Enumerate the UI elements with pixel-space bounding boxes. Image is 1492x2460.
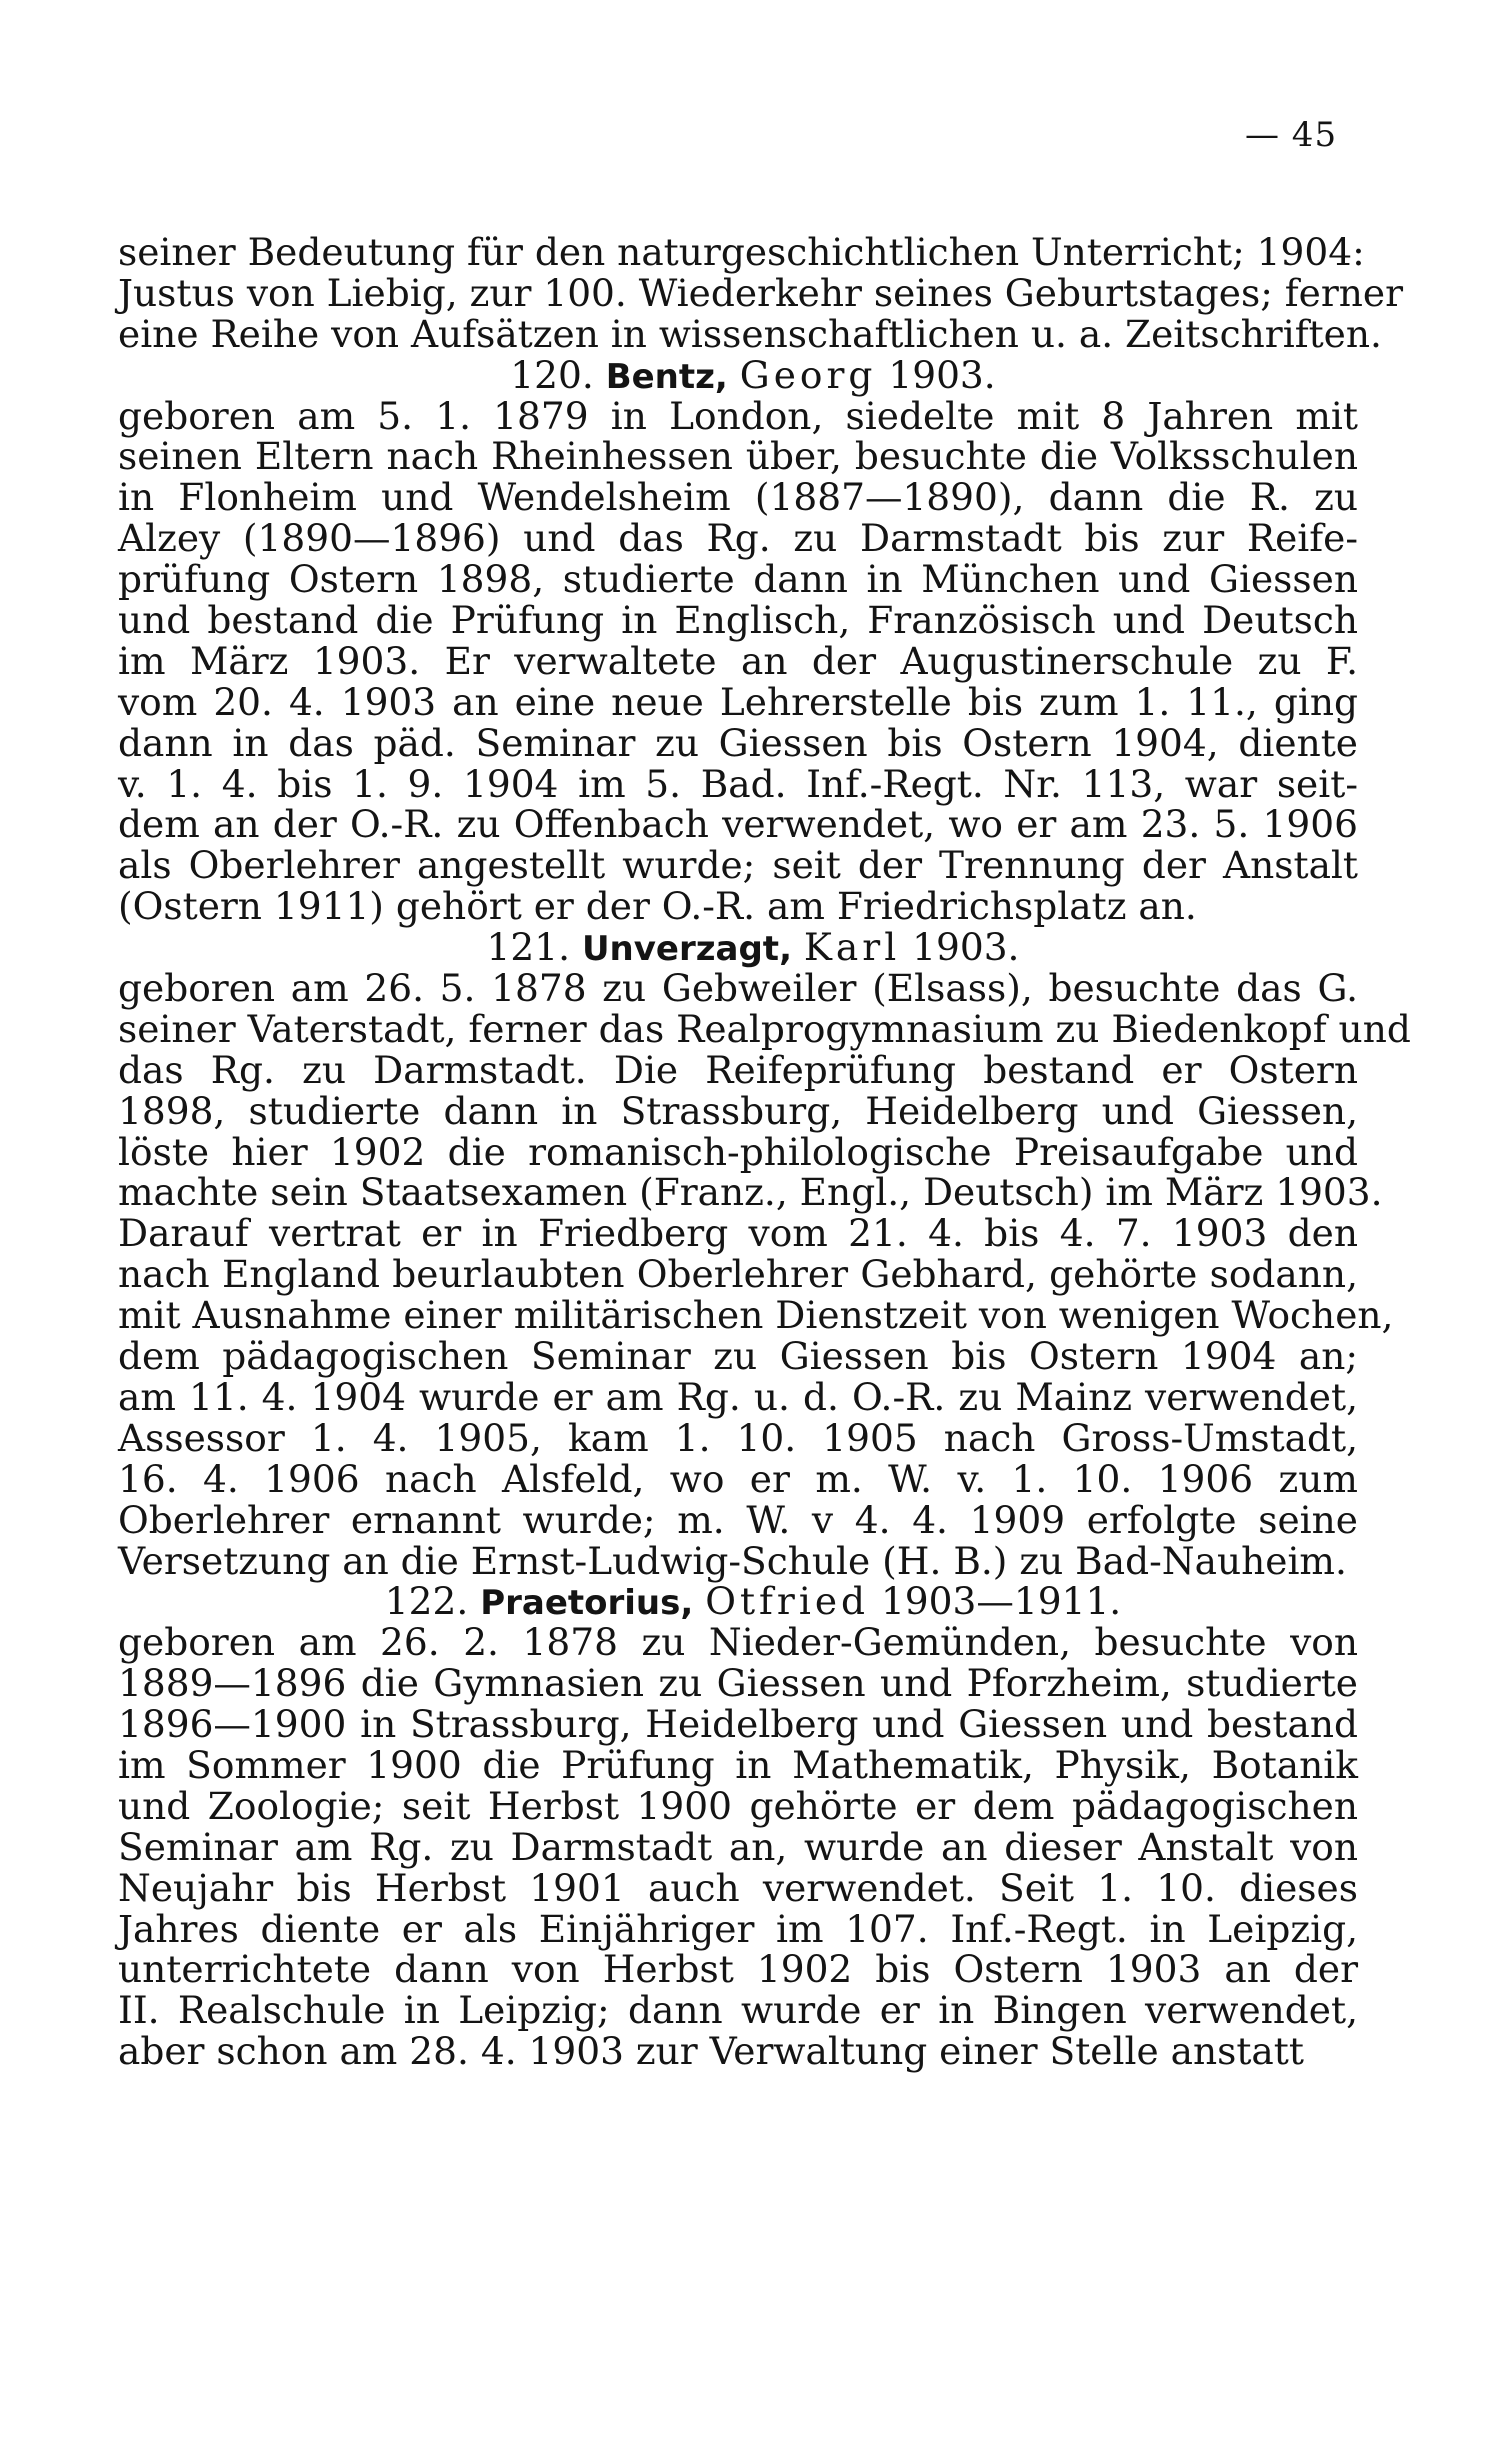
text-line: (Ostern 1911) gehört er der O.-R. am Friedrichsplatz an. [118,884,1197,929]
text-line: 16. 4. 1906 nach Alsfeld, wo er m. W. v. 1. 10. 1906 zum [118,1456,1358,1501]
text-line: aber schon am 28. 4. 1903 zur Verwaltung einer Stelle anstatt [118,2029,1304,2074]
text-line: im Sommer 1900 die Prüfung in Mathematik, Physik, Botanik [118,1742,1358,1787]
text-line: geboren am 26. 5. 1878 zu Gebweiler (Elsass), besuchte das G. [118,966,1358,1011]
entry-number: 120. [510,352,594,397]
paragraph [118,966,1411,1583]
text-line: geboren am 26. 2. 1878 zu Nieder-Gemünden, besuchte von [118,1620,1358,1665]
text-line: nach England beurlaubten Oberlehrer Gebhard, gehörte sodann, [118,1252,1358,1297]
text-line: seiner Bedeutung für den naturgeschichtlichen Unterricht; 1904: [118,230,1365,274]
entry-given-name: Karl [803,925,901,970]
paragraph [118,230,1404,356]
entry-number: 121. [486,925,571,970]
text-line: Neujahr bis Herbst 1901 auch verwendet. Seit 1. 10. dieses [118,1865,1358,1910]
text-line: in Flonheim und Wendelsheim (1887—1890), dann die R. zu [118,475,1358,520]
text-line: 1896—1900 in Strassburg, Heidelberg und Giessen und bestand [118,1702,1358,1747]
text-line: am 11. 4. 1904 wurde er am Rg. u. d. O.-R. zu Mainz verwendet, [118,1374,1358,1419]
text-line: machte sein Staatsexamen (Franz., Engl., Deutsch) im März 1903. [118,1170,1383,1215]
text-line: Seminar am Rg. zu Darmstadt an, wurde an dieser Anstalt von [118,1824,1358,1869]
text-line: eine Reihe von Aufsätzen in wissenschaftlichen u. a. Zeitschriften. [118,311,1382,356]
text-line: Versetzung an die Ernst-Ludwig-Schule (H. B.) zu Bad-Nauheim. [118,1538,1347,1583]
text-line: und Zoologie; seit Herbst 1900 gehörte er dem pädagogischen [118,1783,1358,1828]
paragraph [118,1622,1358,2072]
entry-years: 1903—1911. [880,1579,1122,1624]
text-line: Justus von Liebig, zur 100. Wiederkehr seines Geburtstages; ferner [118,270,1404,315]
text-line: unterrichtete dann von Herbst 1902 bis Ostern 1903 an der [118,1947,1358,1992]
text-line: Alzey (1890—1896) und das Rg. zu Darmstadt bis zur Reife- [118,516,1358,561]
paragraph [118,393,1358,929]
entry-heading [118,927,1358,968]
text-line: Oberlehrer ernannt wurde; m. W. v 4. 4. 1909 erfolgte seine [118,1497,1358,1542]
text-line: als Oberlehrer angestellt wurde; seit der Trennung der Anstalt [118,843,1358,888]
text-line: dann in das päd. Seminar zu Giessen bis Ostern 1904, diente [118,720,1358,765]
text-line: v. 1. 4. bis 1. 9. 1904 im 5. Bad. Inf.-Regt. Nr. 113, war seit- [118,761,1358,806]
text-line: prüfung Ostern 1898, studierte dann in München und Giessen [118,557,1358,602]
page-text [118,230,1411,2074]
text-line: löste hier 1902 die romanisch-philologische Preisaufgabe und [118,1129,1358,1174]
entry-surname: Praetorius, [480,1583,694,1624]
entry-heading [118,352,1358,397]
page-number: — 45 [1245,115,1338,155]
text-line: 1889—1896 die Gymnasien zu Giessen und Pforzheim, studierte [118,1661,1358,1706]
entry-given-name: Otfried [705,1579,870,1624]
text-line: dem an der O.-R. zu Offenbach verwendet, wo er am 23. 5. 1906 [118,802,1358,847]
text-line: II. Realschule in Leipzig; dann wurde er in Bingen verwendet, [118,1988,1358,2033]
text-line: Assessor 1. 4. 1905, kam 1. 10. 1905 nach Gross-Umstadt, [118,1415,1358,1460]
entry-years: 1903. [888,352,996,397]
entry-years: 1903. [912,925,1020,970]
text-line: mit Ausnahme einer militärischen Dienstzeit von wenigen Wochen, [118,1293,1394,1338]
text-line: im März 1903. Er verwaltete an der Augustinerschule zu F. [118,638,1358,683]
text-line: Darauf vertrat er in Friedberg vom 21. 4. bis 4. 7. 1903 den [118,1211,1358,1256]
entry-surname: Unverzagt, [581,929,792,970]
text-line: geboren am 5. 1. 1879 in London, siedelte mit 8 Jahren mit [118,393,1358,438]
text-line: und bestand die Prüfung in Englisch, Französisch und Deutsch [118,598,1358,643]
text-line: dem pädagogischen Seminar zu Giessen bis Ostern 1904 an; [118,1334,1358,1379]
text-line: Jahres diente er als Einjähriger im 107. Inf.-Regt. in Leipzig, [118,1906,1358,1951]
entry-given-name: Georg [739,352,877,397]
text-line: seinen Eltern nach Rheinhessen über, besuchte die Volksschulen [118,434,1358,479]
text-line: seiner Vaterstadt, ferner das Realprogymnasium zu Biedenkopf und [118,1006,1411,1051]
text-line: vom 20. 4. 1903 an eine neue Lehrerstelle bis zum 1. 11., ging [118,679,1358,724]
entry-number: 122. [384,1579,469,1624]
entry-heading [118,1581,1358,1622]
entry-surname: Bentz, [605,356,728,397]
text-line: 1898, studierte dann in Strassburg, Heidelberg und Giessen, [118,1088,1358,1133]
text-line: das Rg. zu Darmstadt. Die Reifeprüfung bestand er Ostern [118,1047,1358,1092]
